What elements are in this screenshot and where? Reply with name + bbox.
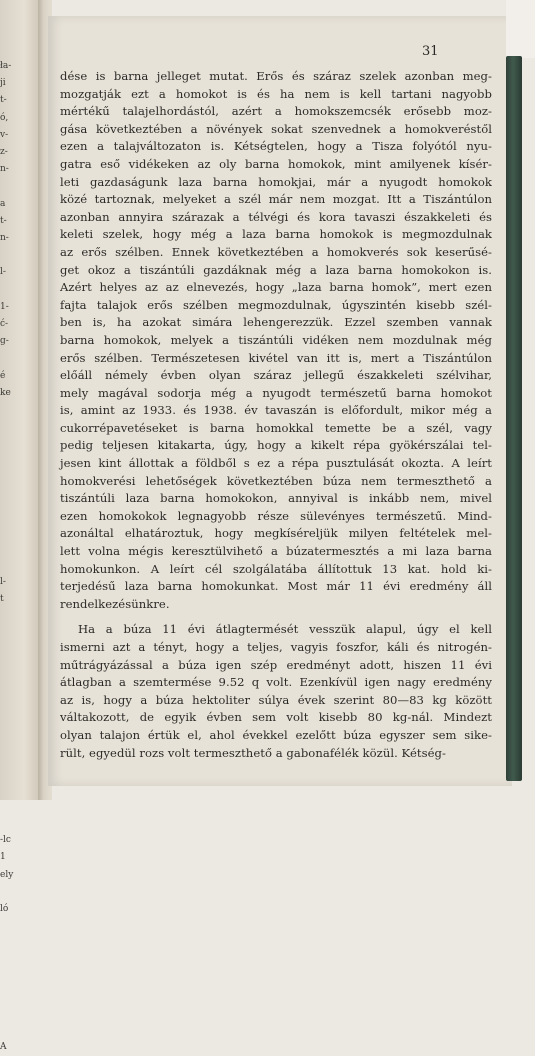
text-line: jesen kint állottak a földből s ez a répa pusztulását okozta. A leírt [60,456,492,471]
text-line: gatra eső vidékeken az oly barna homokok, mint amilyenek kísér- [60,156,492,171]
text-line: barna homokok, melyek a tiszántúli vidéken nem mozdulnak még [60,332,492,347]
paragraph-2 [60,621,492,762]
text-line: mértékű talajelhordástól, azért a homokszemcsék erősebb moz- [60,104,492,119]
text-line: homokverési lehetőségek következtében búza nem termeszthető a [60,473,492,488]
text-line: ismerni azt a tényt, hogy a teljes, vagyis foszfor, káli és nitrogén- [60,640,492,654]
text-line: ben is, ha azokat simára lehengerezzük. Ezzel szemben vannak [60,315,492,330]
text-line: lett volna mégis keresztülvihető a búzatermesztés a mi laza barna [60,544,492,559]
text-line: közé tartoznak, melyeket a szél már nem mozgat. Itt a Tiszántúlon [60,192,492,207]
text-line: mozgatják ezt a homokot is és ha nem is kell tartani nagyobb [60,86,492,101]
text-line: ezen homokokok legnagyobb része sülevényes természetű. Mind- [60,508,492,523]
background-top [506,0,535,58]
text-line: homokunkon. A leírt cél szolgálatába állítottuk 13 kat. hold ki- [60,561,492,576]
paragraph-1 [60,68,492,613]
text-line: előáll némely évben olyan száraz jellegű északkeleti szélvihar, [60,368,492,383]
text-line: azonban annyira szárazak a télvégi és kora tavaszi északkeleti és [60,209,492,224]
text-line: cukorrépavetéseket is barna homokkal temette be a szél, vagy [60,420,492,435]
paragraph-gap [60,613,492,621]
text-line: leti gazdaságunk laza barna homokjai, már a nyugodt homokok [60,174,492,189]
text-line: is, amint az 1933. és 1938. év tavaszán is előfordult, mikor még a [60,403,492,418]
text-line: dése is barna jelleget mutat. Erős és száraz szelek azonban meg- [60,69,492,83]
text-line: fajta talajok erős szélben megmozdulnak, úgyszintén kisebb szél- [60,297,492,312]
body-text [60,68,492,762]
text-line: Azért helyes az az elnevezés, hogy „laza barna homok”, mert ezen [60,280,492,295]
previous-page-fragments: ła- ji t- ó, v- z- n- a t- n- l- 1- ć- g- é ke l- t -lc 1 ely ló A [0,61,14,1052]
text-line: azonáltal elhatároztuk, hogy megkíséreljük milyen feltételek mel- [60,526,492,541]
text-line: műtrágyázással a búza igen szép eredményt adott, hiszen 11 évi [60,657,492,672]
text-line: mely magával sodorja még a nyugodt természetű barna homokot [60,385,492,400]
text-line: rült, egyedül rozs volt termeszthető a gabonafélék közül. Kétség- [60,745,446,760]
text-line: erős szélben. Természetesen kivétel van itt is, mert a Tiszántúlon [60,350,492,365]
text-line: Ha a búza 11 évi átlagtermését vesszük alapul, úgy el kell [78,622,492,637]
text-line: get okoz a tiszántúli gazdáknak még a laza barna homokokon is. [60,262,492,277]
page-number: 31 [422,44,439,59]
text-line: gása következtében a növények sokat szenvednek a homokveréstől [60,121,492,136]
book-cover-edge [506,56,522,781]
text-line: váltakozott, de egyik évben sem volt kisebb 80 kg-nál. Mindezt [60,710,492,725]
text-line: keleti szelek, hogy még a laza barna homokok is megmozdulnak [60,227,492,242]
text-line: az erős szélben. Ennek következtében a homokverés sok keserűsé- [60,244,492,259]
text-line: az is, hogy a búza hektoliter súlya évek szerint 80—83 kg között [60,692,492,707]
text-line: átlagban a szemtermése 9.52 q volt. Ezenkívül igen nagy eredmény [60,675,492,690]
text-line: tiszántúli laza barna homokokon, annyival is inkább nem, mivel [60,491,492,506]
text-line: ezen a talajváltozaton is. Kétségtelen, hogy a Tisza folyótól nyu- [60,139,492,154]
text-line: terjedésű laza barna homokunkat. Most már 11 évi eredmény áll [60,579,492,594]
text-line: pedig teljesen kitakarta, úgy, hogy a kikelt répa gyökérszálai tel- [60,438,492,453]
text-line: olyan talajon értük el, ahol évekkel ezelőtt búza egyszer sem sike- [60,727,492,742]
text-line: rendelkezésünkre. [60,596,170,611]
